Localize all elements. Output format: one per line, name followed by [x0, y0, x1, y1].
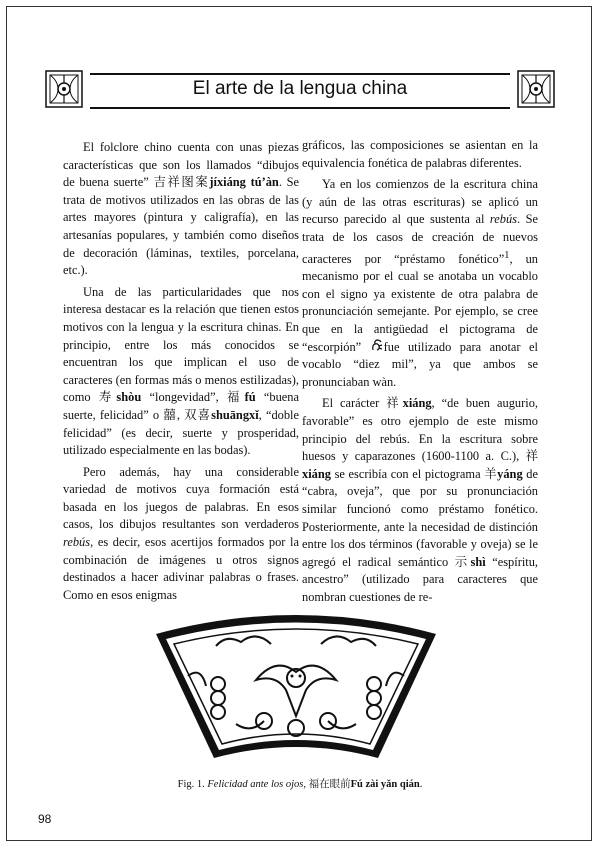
- paragraph: El folclore chino cuenta con unas piezas características que son los llamados “dibujos de buena suerte” 吉祥图案jíxiáng tú’àn. Se trata de motivos utilizados en las obras de las artes mayores (pintura y caligrafía), en las artesanías populares, y también como diseños de decoración (láminas, textiles, porcelana, etc.).: [63, 140, 299, 278]
- paragraph: gráficos, las composiciones se asientan en la equivalencia fonética de palabras diferentes.: [302, 138, 538, 170]
- paragraph: Ya en los comienzos de la escritura china (y aún de las otras escrituras) se aplicó un recurso parecido al que sustenta al rebús. Se trata de los casos de creación de nuevos caracteres por “préstamo fonético”$^1$, un mecanismo por el cual se anotaba un vocablo con el signo ya existente de otra palabra de pronunciación semejante. Por ejemplo, se cree que en la antigüedad el pictograma de “escorpión” fue utilizado para anotar el vocablo “diez mil”, ya que ambos se pronunciaban wàn.: [302, 177, 538, 389]
- fan-illustration: [146, 606, 446, 766]
- left-column: [63, 139, 299, 608]
- left-ornament-icon: [44, 69, 84, 109]
- paragraph: Una de las particularidades que nos interesa destacar es la relación que tienen estos motivos con la lengua y la escritura chinas. En principio, entre los más conocidos se encuentran los que implican el uso de caracteres (en formas más o menos estilizadas), como 寿shòu “longevidad”, 福fú “buena suerte, felicidad” o 囍, 双喜shuāngxǐ, “doble felicidad” (es decir, suerte y prosperidad, utilizado especialmente en las bodas).: [63, 284, 299, 458]
- chapter-header: [44, 69, 556, 111]
- right-column: [302, 137, 538, 611]
- right-ornament-icon: [516, 69, 556, 109]
- footnote-ref[interactable]: 1: [504, 249, 510, 261]
- paragraph: Pero además, hay una considerable variedad de motivos cuya formación está basada en los juegos de palabras. En esos casos, los dibujos resultantes son verdaderos rebús, es decir, esos acertijos formados por la combinación de imágenes u otros signos destinados a hacer adivinar palabras o frases. Como en esos enigmas: [63, 464, 299, 602]
- figure-caption: Fig. 1. Felicidad ante los ojos, 福在眼前Fú zài yǎn qián.: [177, 779, 423, 790]
- paragraph: El carácter 祥xiáng, “de buen augurio, favorable” es otro ejemplo de este mismo principio del rebús. En la escritura sobre huesos y caparazones (1600-1100 a. C.), 祥xiáng se escribía con el pictograma 羊yáng de “cabra, oveja”, que por su pronunciación similar funcionó como préstamo fonético. Posteriormente, ante la necesidad de distinción entre los dos términos (favorable y oveja) se le agregó el radical semántico 示shì “espíritu, ancestro” (utilizado para caracteres que nombran cuestiones de re-: [302, 396, 538, 604]
- page-number: 98: [38, 812, 52, 826]
- scorpion-pictogram-icon: [370, 339, 384, 353]
- chapter-title: El arte de la lengua china: [192, 78, 408, 99]
